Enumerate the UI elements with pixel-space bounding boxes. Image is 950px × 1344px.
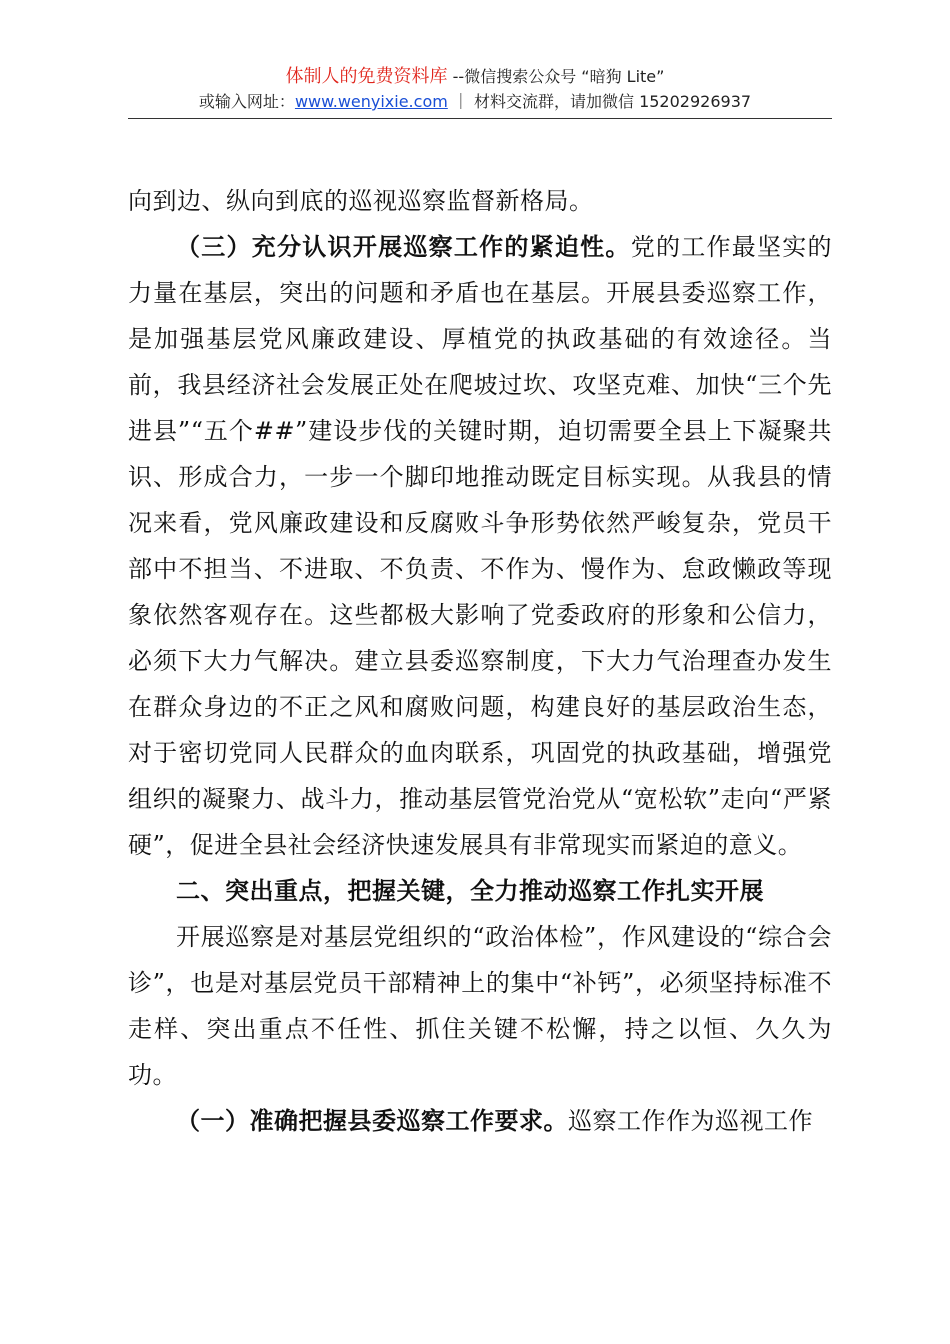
section-3-text: 党的工作最坚实的力量在基层，突出的问题和矛盾也在基层。开展县委巡察工作，是加强基层党风廉政建设、厚植党的执政基础的有效途径。当前，我县经济社会发展正处在爬坡过坎、攻坚克难、加快“三个先进县”“五个##”建设步伐的关键时期，迫切需要全县上下凝聚共识、形成合力，一步一个脚印地推动既定目标实现。从我县的情况来看，党风廉政建设和反腐败斗争形势依然严峻复杂，党员干部中不担当、不进取、不负责、不作为、慢作为、怠政懒政等现象依然客观存在。这些都极大影响了党委政府的形象和公信力，必须下大力气解决。建立县委巡察制度，下大力气治理查办发生在群众身边的不正之风和腐败问题，构建良好的基层政治生态，对于密切党同人民群众的血肉联系，巩固党的执政基础，增强党组织的凝聚力、战斗力，推动基层管党治党从“宽松软”走向“严紧硬”，促进全县社会经济快速发展具有非常现实而紧迫的意义。 [128,233,833,859]
document-body [128,178,832,1144]
paragraph-section-3 [128,224,832,868]
section-3-title: （三）充分认识开展巡察工作的紧迫性。 [176,233,631,261]
header-tagline: --微信搜索公众号 “暗狗 Lite” [447,67,665,86]
paragraph-continuation: 向到边、纵向到底的巡视巡察监督新格局。 [128,187,594,215]
header-url-prefix: 或输入网址： [198,92,295,111]
subsection-1-text: 巡察工作作为巡视工作 [568,1107,813,1135]
header-line-2 [0,89,950,114]
document-header [0,64,950,114]
header-contact: ｜ 材料交流群，请加微信 15202926937 [447,92,752,111]
header-url-link[interactable]: www.wenyixie.com [294,92,448,111]
header-brand: 体制人的免费资料库 [285,66,448,87]
heading-part-2: 二、突出重点，把握关键，全力推动巡察工作扎实开展 [176,877,764,905]
subsection-1-title: （一）准确把握县委巡察工作要求。 [176,1107,568,1135]
header-line-1 [0,64,950,89]
header-divider [128,118,832,119]
paragraph-part-2-intro: 开展巡察是对基层党组织的“政治体检”，作风建设的“综合会诊”，也是对基层党员干部精神上的集中“补钙”，必须坚持标准不走样、突出重点不任性、抓住关键不松懈，持之以恒、久久为功。 [128,923,832,1089]
paragraph-subsection-1 [128,1098,832,1144]
